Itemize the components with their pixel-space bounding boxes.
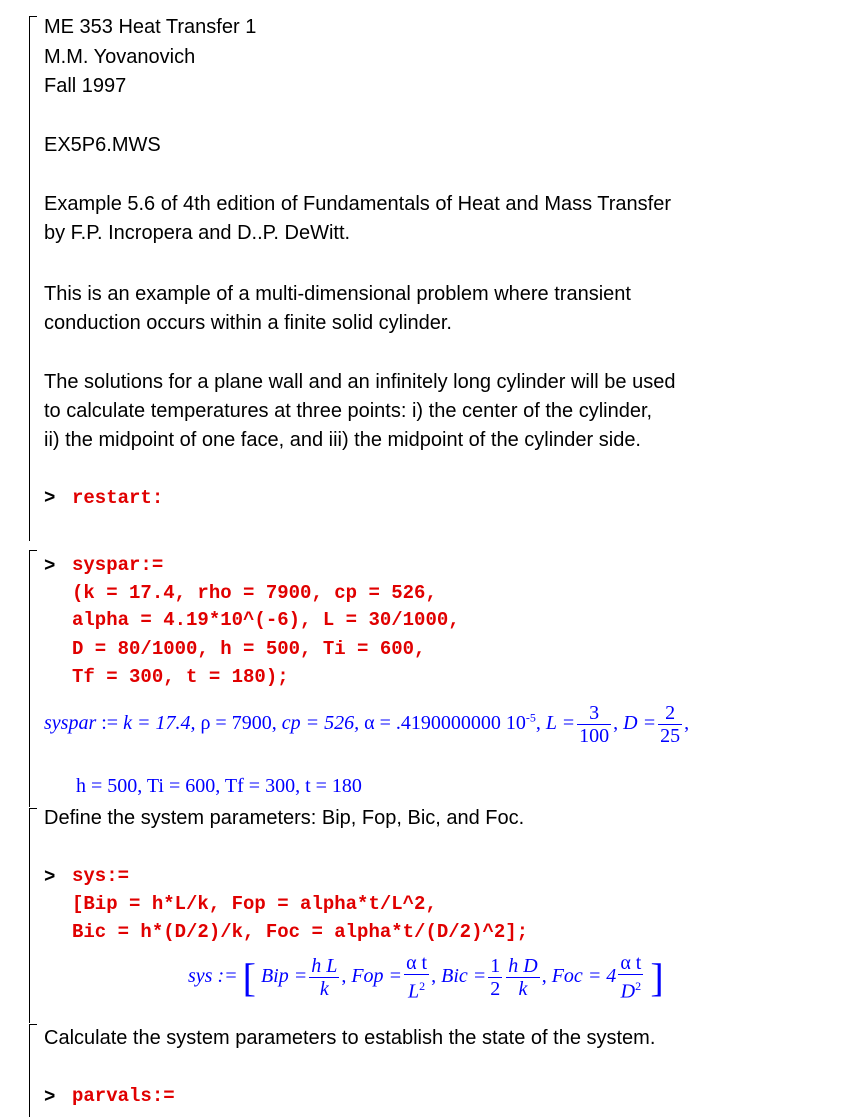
command-input-sys[interactable]: [Bip = h*L/k, Fop = alpha*t/L^2, bbox=[72, 893, 437, 915]
command-input-restart[interactable]: restart: bbox=[72, 487, 164, 509]
output-sys: sys := [ Bip = $\frac{\text{h L}}{k}$ , Fop = $\frac{\text{α t}}{L^2}$ , Bic = $\frac{1}{2}$ $\frac{\text{h D}}{k}$ , Foc = 4 $\frac{\text{α t}}{D^2}$ ] bbox=[188, 952, 664, 1003]
text-calculate: Calculate the system parameters to establish the state of the system. bbox=[44, 1027, 656, 1049]
prompt: > bbox=[44, 555, 56, 577]
command-input-sys[interactable]: sys:= bbox=[72, 865, 130, 887]
command-input-parvals[interactable]: parvals:= bbox=[72, 1085, 175, 1107]
description-line: Example 5.6 of 4th edition of Fundamentals of Heat and Mass Transfer bbox=[44, 193, 672, 215]
output-syspar-line2: h = 500, Ti = 600, Tf = 300, t = 180 bbox=[76, 775, 362, 797]
section-bracket bbox=[29, 550, 37, 807]
prompt: > bbox=[44, 866, 56, 888]
description-line: This is an example of a multi-dimensional problem where transient bbox=[44, 283, 631, 305]
course-title: ME 353 Heat Transfer 1 bbox=[44, 16, 257, 38]
command-input-syspar[interactable]: (k = 17.4, rho = 7900, cp = 526, bbox=[72, 582, 437, 604]
description-line: to calculate temperatures at three points: i) the center of the cylinder, bbox=[44, 400, 653, 422]
filename: EX5P6.MWS bbox=[44, 134, 161, 156]
description-line: ii) the midpoint of one face, and iii) the midpoint of the cylinder side. bbox=[44, 429, 641, 451]
section-bracket bbox=[29, 808, 37, 1023]
prompt: > bbox=[44, 487, 56, 509]
section-bracket bbox=[29, 16, 37, 541]
command-input-syspar[interactable]: D = 80/1000, h = 500, Ti = 600, bbox=[72, 638, 426, 660]
author: M.M. Yovanovich bbox=[44, 46, 196, 68]
description-line: conduction occurs within a finite solid cylinder. bbox=[44, 312, 452, 334]
prompt: > bbox=[44, 1086, 56, 1108]
description-line: The solutions for a plane wall and an infinitely long cylinder will be used bbox=[44, 371, 676, 393]
term: Fall 1997 bbox=[44, 75, 127, 97]
description-line: by F.P. Incropera and D..P. DeWitt. bbox=[44, 222, 351, 244]
command-input-sys[interactable]: Bic = h*(D/2)/k, Foc = alpha*t/(D/2)^2]; bbox=[72, 921, 529, 943]
command-input-syspar[interactable]: Tf = 300, t = 180); bbox=[72, 666, 289, 688]
output-syspar: syspar := k = 17.4, ρ = 7900, cp = 526, α = .4190000000 $10^{-5}$, L = $\frac{3}{100}$ , D = $\frac{2}{25}$ , bbox=[44, 702, 690, 747]
text-define: Define the system parameters: Bip, Fop, Bic, and Foc. bbox=[44, 807, 525, 829]
command-input-syspar[interactable]: syspar:= bbox=[72, 554, 164, 576]
section-bracket bbox=[29, 1024, 37, 1117]
command-input-syspar[interactable]: alpha = 4.19*10^(-6), L = 30/1000, bbox=[72, 609, 460, 631]
